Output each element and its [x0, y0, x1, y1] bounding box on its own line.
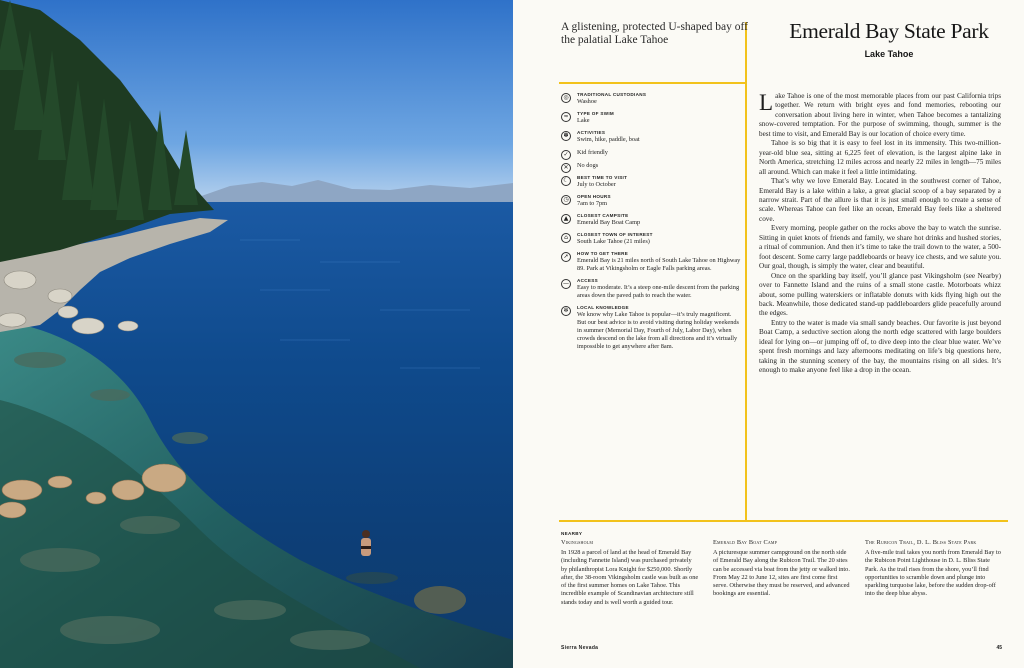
section-footer: Sierra Nevada: [561, 645, 599, 651]
fact-label: TRADITIONAL CUSTODIANS: [577, 92, 647, 97]
body-paragraph: That’s why we love Emerald Bay. Located in the southwest corner of Tahoe, Emerald Bay is a lake within a lake, a great glacial scoop of a bay separated by a narrow strait. Part of the allure is that it is just small enough to create a sense of scale. Whereas Tahoe can feel like an ocean, Emerald Bay feels like a sheltered cove.: [759, 177, 1001, 223]
nearby-section: [561, 531, 1003, 606]
calendar-icon: ☾: [561, 176, 571, 186]
body-paragraph: Every morning, people gather on the rocks above the bay to watch the sunrise. Sitting in quiet knots of friends and family, we share hot drinks and hushed stories, a ritual of communion. And then it’s time to take the trail down to the water, a 500-foot descent. Some carry large paddleboards or heavy ice chests, and we salute you. Our goal, though, is simply the water, clear and beautiful.: [759, 224, 1001, 271]
fact-value: Easy to moderate. It’s a steep one-mile descent from the parking areas down the paved path to reach the water.: [577, 284, 740, 299]
fact-label: CLOSEST TOWN OF INTEREST: [577, 232, 653, 237]
article-page: [513, 0, 1024, 668]
fact-item: [561, 251, 741, 273]
fact-label: BEST TIME TO VISIT: [577, 175, 628, 180]
nearby-item-vikingsholm: [561, 539, 699, 607]
fact-list: [561, 92, 741, 356]
nearby-item-text: A picturesque summer campground on the north side of Emerald Bay along the Rubicon Trail. The 20 sites can be accessed via boat from the jetty or walked into. From May 22 to June 12, sites are first come first serve. Otherwise they must be reserved, and advanced bookings are essential.: [713, 549, 850, 598]
clock-icon: ◷: [561, 195, 571, 205]
gold-rule-horizontal-left: [559, 82, 747, 84]
nearby-item-text: In 1928 a parcel of land at the head of Emerald Bay (including Fannette Island) was purchased privately by philanthropist Lora Knight for $250,000. Shortly after, the 38-room Vikingsholm castle was built as one of the first summer homes on Lake Tahoe. This incredible example of Scandinavian architecture still stands today and is well worth a guided tour.: [561, 549, 699, 606]
body-paragraph: Tahoe is so big that it is easy to feel lost in its immensity. This two-million-year-old blue sea, sitting at 6,225 feet of elevation, is the largest alpine lake in North America, stretching 12 miles across and nearly 22 miles in length—75 miles all around. Which can make it feel a little intimidating.: [759, 139, 1001, 176]
page-number: 45: [996, 645, 1002, 651]
fact-item: [561, 305, 741, 351]
campsite-icon: ▲: [561, 214, 571, 224]
gold-rule-vertical: [745, 22, 747, 520]
fact-label: HOW TO GET THERE: [577, 251, 629, 256]
fact-item: [561, 130, 741, 144]
body-paragraph: Entry to the water is made via small sandy beaches. Our favorite is just beyond Boat Camp, a seductive section along the north edge scattered with large boulders ideal for lying on—or jumping off of, to dive deep into the clear blue water. We’ve spent fresh mornings and lazy afternoons meditating on life’s big questions here, taking in the stunning scenery of the bay, the mountains rising on all sides. It’s enough to make anyone feel like a drop in the ocean.: [759, 318, 1001, 375]
town-icon: ⌂: [561, 233, 571, 243]
fact-label: ACCESS: [577, 278, 598, 283]
no-dogs-icon: ✕: [561, 163, 571, 173]
fact-item: [561, 232, 741, 246]
directions-icon: ➚: [561, 252, 571, 262]
nearby-item-rubicon-trail: [865, 539, 1003, 599]
custodians-icon: ◎: [561, 93, 571, 103]
nearby-item-boat-camp: [713, 539, 851, 599]
fact-item: [561, 194, 741, 208]
activities-icon: ✽: [561, 131, 571, 141]
body-paragraph: Lake Tahoe is one of the most memorable places from our past California trips together. We return with bright eyes and fond memories, rebooting our conversation about living here in winter, when Tahoe becomes a tantalizing snow-covered temptation. For the purpose of swimming, though, summer is the best time to visit, and Emerald Bay is our location of choice every time.: [759, 90, 1001, 138]
fact-value: 7am to 7pm: [577, 200, 608, 207]
swim-type-icon: ≈: [561, 112, 571, 122]
nearby-item-text: A five-mile trail takes you north from Emerald Bay to the Rubicon Point Lighthouse in D. L. Bliss State Park. As the trail rises from the shore, you’ll find opportunities to scramble down and plunge into sparkling turquoise lake, before the sudden drop-off into the deep blue abyss.: [865, 549, 1001, 598]
nearby-item-title: The Rubicon Trail, D. L. Bliss State Park: [865, 539, 977, 546]
access-icon: —: [563, 280, 569, 287]
fact-item: [561, 213, 741, 227]
fact-item: [561, 111, 741, 125]
fact-value: Swim, hike, paddle, boat: [577, 136, 640, 143]
fact-item: [561, 92, 741, 106]
fact-value: Washoe: [577, 98, 597, 105]
dog-icon: ✓: [561, 150, 571, 160]
fact-value: Emerald Bay is 21 miles north of South Lake Tahoe on Highway 89. Park at Vikingsholm or Eagle Falls parking areas.: [577, 257, 741, 272]
fact-value: Kid friendly: [577, 149, 608, 156]
gold-rule-horizontal-bottom: [559, 520, 1008, 522]
knowledge-icon: ✻: [561, 306, 571, 316]
fact-value: July to October: [577, 181, 616, 188]
fact-value: Emerald Bay Boat Camp: [577, 219, 641, 226]
article-body: [759, 92, 1001, 376]
fact-label: OPEN HOURS: [577, 194, 611, 199]
fact-item: [561, 162, 741, 170]
location-label: Lake Tahoe: [864, 49, 914, 59]
fact-value: South Lake Tahoe (21 miles): [577, 238, 650, 245]
page-title: Emerald Bay State Park: [789, 19, 989, 43]
fact-value: No dogs: [577, 162, 599, 169]
fact-value: Lake: [577, 117, 590, 124]
fact-item: [561, 278, 741, 300]
nearby-heading: NEARBY: [561, 531, 583, 536]
body-paragraph: Once on the sparkling bay itself, you’ll glance past Vikingsholm (see Nearby) over to Fannette Island and the ruins of a small stone castle. Motorboats whizz about, some pulling waterskiers or inflatable donuts with kids flying high out the back. Meanwhile, those dedicated stand-up paddleboarders glide peacefully around the edges.: [759, 271, 1001, 318]
nearby-item-title: Emerald Bay Boat Camp: [713, 539, 778, 546]
fact-item: [561, 175, 741, 189]
fact-label: LOCAL KNOWLEDGE: [577, 305, 629, 310]
fact-item: [561, 149, 741, 157]
fact-value: We know why Lake Tahoe is popular—it’s truly magnificent. But our best advice is to avoid visiting during holiday weekends in summer (Memorial Day, Fourth of July, Labor Day), when crowds descend on the lake from all directions and it’s virtually impossible to get anywhere after 8am.: [577, 311, 739, 350]
nearby-item-title: Vikingsholm: [561, 539, 594, 546]
fact-label: TYPE OF SWIM: [577, 111, 615, 116]
fact-label: ACTIVITIES: [577, 130, 606, 135]
fact-label: CLOSEST CAMPSITE: [577, 213, 629, 218]
page-subtitle: A glistening, protected U-shaped bay off the palatial Lake Tahoe: [561, 21, 748, 46]
